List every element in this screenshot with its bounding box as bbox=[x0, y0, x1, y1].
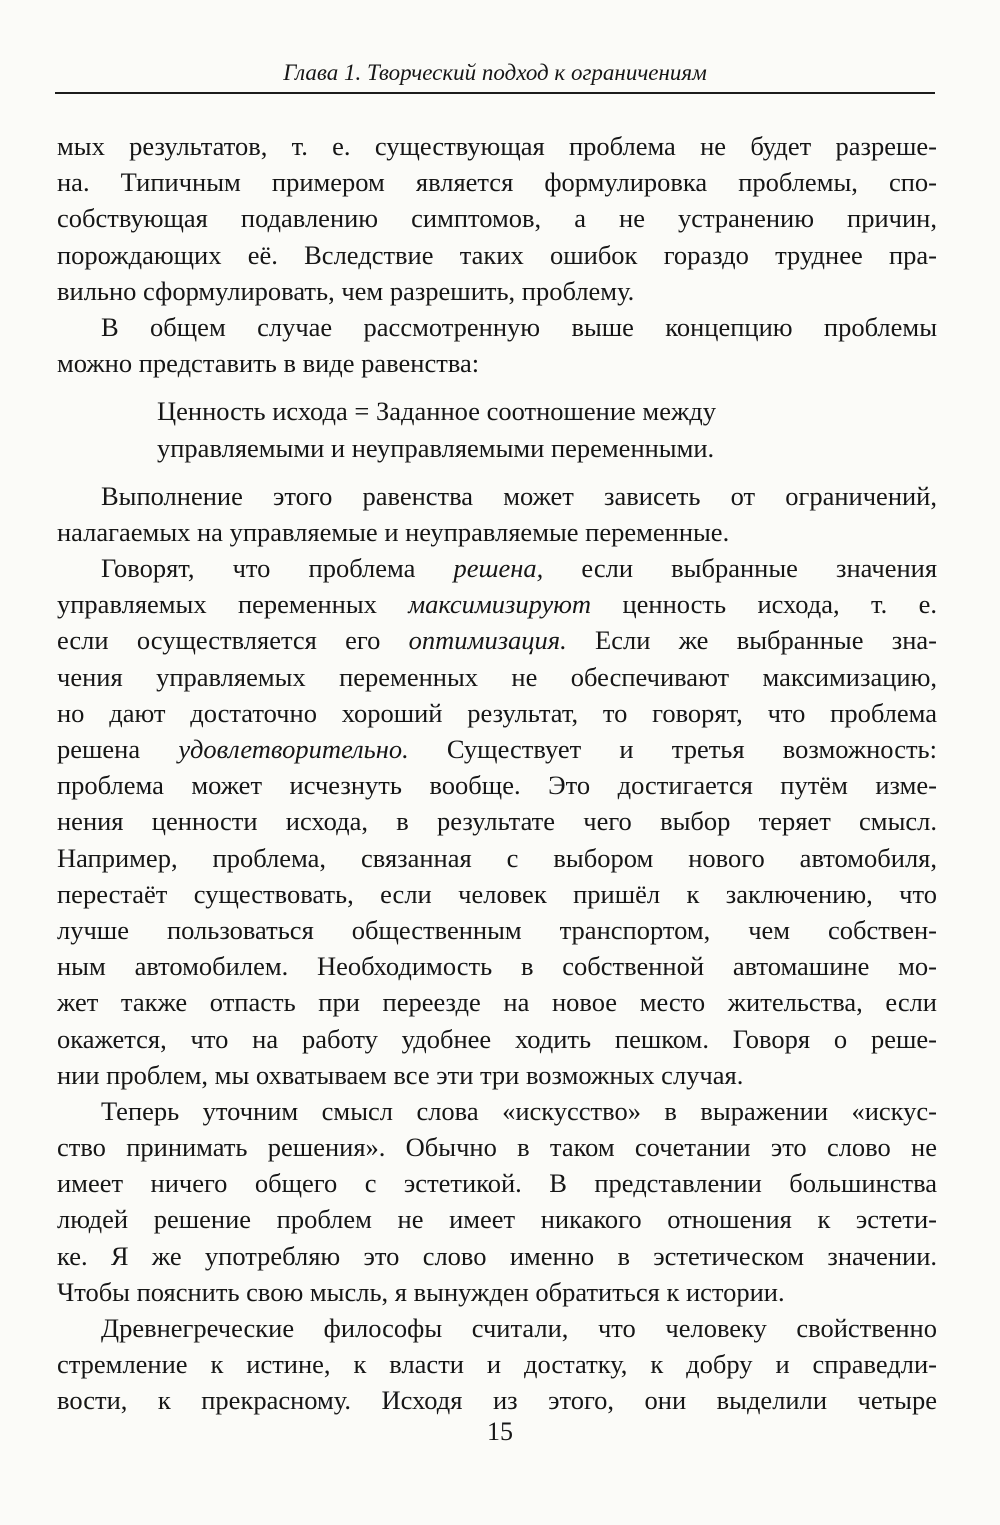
text-line: вости, к прекрасному. Исходя из этого, они выделили четыре bbox=[57, 1385, 937, 1416]
text-line: Например, проблема, связанная с выбором нового автомобиля, bbox=[57, 842, 937, 873]
text-line: людей решение проблем не имеет никакого отношения к эстети- bbox=[57, 1204, 937, 1235]
text-line: Выполнение этого равенства может зависеть от ограничений, bbox=[101, 480, 937, 511]
page-number: 15 bbox=[487, 1417, 513, 1446]
header-rule bbox=[55, 92, 935, 94]
text-line: Чтобы пояснить свою мысль, я вынужден обратиться к истории. bbox=[57, 1276, 785, 1307]
text-line: нения ценности исхода, в результате чего выбор теряет смысл. bbox=[57, 806, 937, 837]
text-line: можно представить в виде равенства: bbox=[57, 348, 480, 379]
text-line: ным автомобилем. Необходимость в собственной автомашине мо- bbox=[57, 951, 937, 982]
formula-line: Ценность исхода = Заданное соотношение между bbox=[157, 396, 717, 427]
text-line: порождающих её. Вследствие таких ошибок гораздо труднее пра- bbox=[57, 239, 937, 270]
italic-term: решена, bbox=[453, 553, 544, 584]
text-line: если осуществляется его оптимизация. Если же выбранные зна- bbox=[57, 625, 938, 656]
text-line: стремление к истине, к власти и достатку, к добру и справедли- bbox=[57, 1349, 937, 1380]
text-line: Говорят, что проблема решена, если выбранные значения bbox=[101, 553, 938, 584]
text-line: В общем случае рассмотренную выше концепцию проблемы bbox=[101, 311, 937, 342]
text-line: вильно сформулировать, чем разрешить, проблему. bbox=[57, 275, 635, 306]
formula-line: управляемыми и неуправляемыми переменными. bbox=[157, 432, 715, 463]
text-line: чения управляемых переменных не обеспечивают максимизацию, bbox=[57, 661, 937, 692]
text-line: мых результатов, т. е. существующая проблема не будет разреше- bbox=[57, 131, 937, 161]
text-line: но дают достаточно хороший результат, то говорят, что проблема bbox=[57, 697, 937, 728]
text-line: на. Типичным примером является формулировка проблемы, спо- bbox=[57, 167, 937, 198]
text-line: Теперь уточним смысл слова «искусство» в выражении «искус- bbox=[101, 1095, 937, 1126]
page-body bbox=[57, 128, 937, 1419]
italic-term: оптимизация. bbox=[408, 625, 567, 656]
italic-term: удовлетворительно. bbox=[178, 734, 409, 764]
running-header: Глава 1. Творческий подход к ограничениям bbox=[283, 60, 707, 85]
text-line: собствующая подавлению симптомов, а не устранению причин, bbox=[57, 203, 937, 234]
italic-term: максимизируют bbox=[408, 589, 592, 620]
text-line: перестаёт существовать, если человек пришёл к заключению, что bbox=[57, 878, 937, 909]
text-line: ство принимать решения». Обычно в таком сочетании это слово не bbox=[57, 1132, 937, 1163]
text-line: Древнегреческие философы считали, что человеку свойственно bbox=[101, 1313, 937, 1343]
text-line: жет также отпасть при переезде на новое место жительства, если bbox=[57, 987, 937, 1018]
text-line: проблема может исчезнуть вообще. Это достигается путём изме- bbox=[57, 770, 937, 801]
text-line: налагаемых на управляемые и неуправляемые переменные. bbox=[57, 516, 730, 547]
text-line: нии проблем, мы охватываем все эти три возможных случая. bbox=[57, 1059, 744, 1090]
text-line: ке. Я же употребляю это слово именно в эстетическом значении. bbox=[57, 1240, 937, 1271]
text-line: решена удовлетворительно. Существует и третья возможность: bbox=[57, 734, 937, 764]
text-line: управляемых переменных максимизируют ценность исхода, т. е. bbox=[57, 589, 937, 620]
text-line: окажется, что на работу удобнее ходить пешком. Говоря о реше- bbox=[57, 1023, 937, 1054]
text-line: лучше пользоваться общественным транспортом, чем собствен- bbox=[57, 914, 937, 945]
text-line: имеет ничего общего с эстетикой. В представлении большинства bbox=[57, 1168, 937, 1199]
